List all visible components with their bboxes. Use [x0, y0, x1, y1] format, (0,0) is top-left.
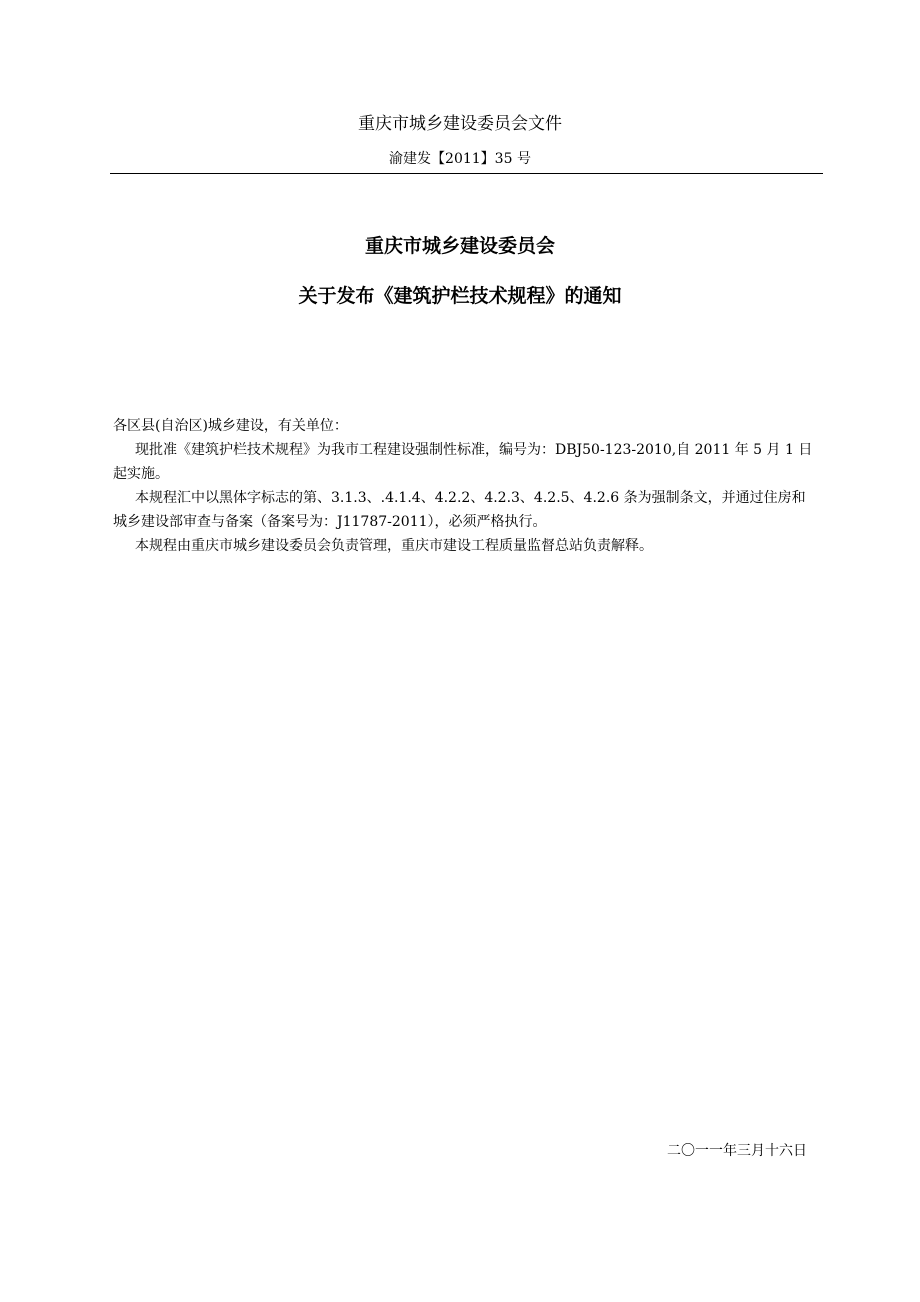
document-number: 渝建发【2011】35 号 — [389, 151, 531, 167]
notice-body — [113, 414, 813, 558]
body-paragraph: 本规程由重庆市城乡建设委员会负责管理，重庆市建设工程质量监督总站负责解释。 — [135, 538, 653, 554]
document-title-line-1: 重庆市城乡建设委员会 — [364, 235, 555, 257]
issue-date: 二〇一一年三月十六日 — [667, 1143, 807, 1159]
document-title-line-2: 关于发布《建筑护栏技术规程》的通知 — [298, 285, 622, 307]
issuer-heading: 重庆市城乡建设委员会文件 — [358, 114, 562, 134]
header-divider — [110, 173, 823, 174]
body-paragraph: 本规程汇中以黑体字标志的第、3.1.3、.4.1.4、4.2.2、4.2.3、4.2.5、4.2.6 条为强制条文，并通过住房和城乡建设部审查与备案（备案号为：J11787-2011），必须严格执行。 — [113, 490, 806, 530]
salutation: 各区县(自治区)城乡建设，有关单位： — [113, 418, 348, 434]
body-paragraph: 现批准《建筑护栏技术规程》为我市工程建设强制性标准，编号为：DBJ50-123-2010,自 2011 年 5 月 1 日起实施。 — [113, 442, 813, 482]
